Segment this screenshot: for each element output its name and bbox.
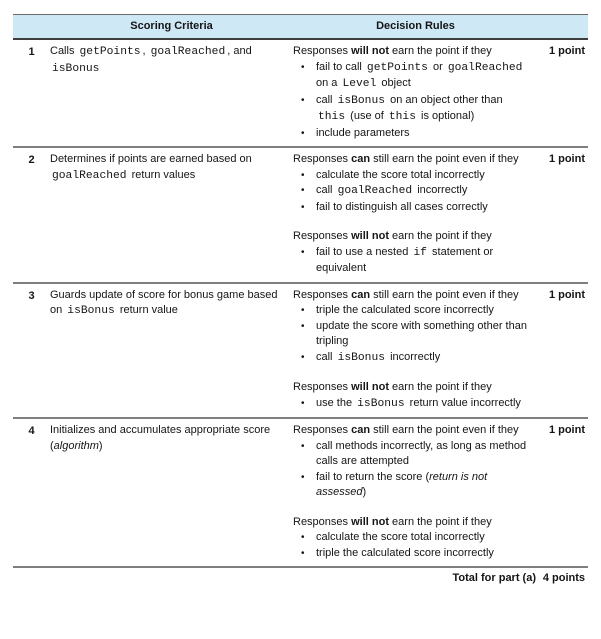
text-segment: will not bbox=[351, 45, 389, 57]
bullet-marker-icon: • bbox=[301, 440, 305, 452]
bullet-item bbox=[293, 546, 530, 562]
text-segment: algorithm bbox=[53, 439, 99, 452]
bullet-text bbox=[316, 530, 530, 546]
text-segment: calculate the score total incorrectly bbox=[316, 168, 485, 181]
bullet-text bbox=[316, 350, 530, 367]
rule-intro bbox=[293, 380, 530, 396]
text-segment: will not bbox=[351, 381, 389, 393]
row-number: 3 bbox=[28, 289, 35, 302]
text-segment: Responses bbox=[293, 230, 352, 242]
bullet-text bbox=[316, 546, 530, 562]
criteria-cell bbox=[50, 44, 293, 141]
bullet-marker-icon: • bbox=[301, 320, 305, 332]
bullet-marker-icon: • bbox=[301, 94, 305, 106]
bullet-text bbox=[316, 183, 530, 200]
bullet-item bbox=[293, 350, 530, 367]
text-segment: or bbox=[429, 60, 446, 73]
text-segment: still earn the point even if they bbox=[370, 424, 519, 436]
bullet-marker-icon: • bbox=[301, 61, 305, 73]
bullet-text bbox=[316, 470, 530, 501]
row-number: 2 bbox=[28, 154, 35, 166]
table-row bbox=[13, 419, 588, 568]
text-segment: still earn the point even if they bbox=[370, 153, 519, 165]
bullet-list bbox=[293, 245, 530, 277]
row-number: 1 bbox=[28, 46, 35, 58]
text-segment: include parameters bbox=[316, 126, 410, 139]
text-segment: , bbox=[142, 45, 149, 57]
bullet-list bbox=[293, 530, 530, 561]
rule-block bbox=[293, 515, 530, 562]
bullet-text bbox=[316, 319, 530, 350]
text-segment: return is not assessed bbox=[316, 470, 488, 498]
bullet-list bbox=[293, 439, 530, 501]
text-segment: Responses bbox=[293, 45, 352, 57]
text-segment: statement or equivalent bbox=[316, 245, 494, 274]
points-cell: 1 point bbox=[548, 288, 585, 301]
text-segment: on an object other than bbox=[387, 93, 503, 106]
text-segment: can bbox=[351, 153, 371, 165]
text-segment: fail to call bbox=[316, 60, 365, 73]
code-text: isBonus bbox=[67, 305, 115, 317]
header-cell-scoring-criteria: Scoring Criteria bbox=[130, 19, 213, 32]
bullet-item bbox=[293, 60, 530, 93]
text-segment: call bbox=[316, 350, 336, 363]
criteria-cell bbox=[50, 288, 293, 413]
bullet-list bbox=[293, 396, 530, 413]
text-segment: Responses bbox=[293, 288, 352, 301]
text-segment: (use of bbox=[347, 110, 387, 122]
text-segment: use the bbox=[316, 396, 356, 409]
rules-cell bbox=[293, 423, 538, 561]
text-segment: calculate the score total incorrectly bbox=[316, 531, 485, 543]
total-label: Total for part (a) bbox=[452, 572, 536, 584]
bullet-item bbox=[293, 303, 530, 319]
text-segment: Determines if points are earned based on bbox=[50, 153, 252, 165]
bullet-marker-icon: • bbox=[301, 201, 305, 213]
bullet-item bbox=[293, 183, 530, 200]
bullet-marker-icon: • bbox=[301, 127, 305, 139]
text-segment: is optional) bbox=[418, 110, 475, 122]
text-segment: call methods incorrectly, as long as method calls are attempted bbox=[316, 439, 527, 467]
code-text: isBonus bbox=[357, 397, 405, 410]
text-segment: will not bbox=[351, 515, 389, 528]
code-text: if bbox=[413, 246, 427, 259]
bullet-marker-icon: • bbox=[301, 305, 305, 316]
text-segment: incorrectly bbox=[414, 184, 468, 196]
text-segment: can bbox=[351, 424, 371, 436]
rule-block bbox=[293, 229, 530, 277]
text-segment: Calls bbox=[50, 45, 78, 57]
bullet-text bbox=[316, 245, 530, 277]
row-number: 4 bbox=[28, 425, 35, 437]
points-cell: 1 point bbox=[548, 45, 585, 57]
text-segment: earn the point if they bbox=[388, 515, 492, 528]
text-segment: return value incorrectly bbox=[406, 396, 521, 409]
points-cell: 1 point bbox=[548, 153, 585, 165]
bullet-text bbox=[316, 60, 530, 93]
bullet-item bbox=[293, 470, 530, 501]
text-segment: earn the point if they bbox=[388, 230, 492, 242]
code-text: goalReached bbox=[447, 61, 523, 74]
text-segment: update the score with something other than tripling bbox=[316, 319, 527, 347]
text-segment: will not bbox=[351, 230, 389, 242]
bullet-marker-icon: • bbox=[301, 246, 305, 258]
text-segment: Initializes and accumulates appropriate score ( bbox=[50, 424, 271, 452]
text-segment: Guards update of score for bonus game based on bbox=[50, 288, 278, 316]
rule-intro bbox=[293, 288, 530, 304]
text-segment: Responses bbox=[293, 515, 352, 528]
table-header-row bbox=[13, 14, 588, 40]
table-row bbox=[13, 40, 588, 148]
rule-intro bbox=[293, 515, 530, 531]
text-segment: triple the calculated score incorrectly bbox=[316, 546, 494, 559]
text-segment: fail to use a nested bbox=[316, 245, 412, 258]
header-cell-decision-rules: Decision Rules bbox=[376, 19, 455, 32]
bullet-text bbox=[316, 168, 530, 184]
code-text: goalReached bbox=[52, 169, 127, 182]
rule-intro bbox=[293, 423, 530, 439]
text-segment: call bbox=[316, 184, 336, 196]
text-segment: can bbox=[351, 288, 371, 301]
bullet-text bbox=[316, 200, 530, 216]
bullet-list bbox=[293, 303, 530, 366]
code-text: this bbox=[388, 111, 416, 123]
points-cell: 1 point bbox=[548, 424, 585, 436]
bullet-item bbox=[293, 245, 530, 277]
total-points: 4 points bbox=[542, 572, 585, 584]
bullet-marker-icon: • bbox=[301, 351, 305, 363]
criteria-cell bbox=[50, 423, 293, 561]
rules-cell bbox=[293, 152, 538, 277]
text-segment: Responses bbox=[293, 153, 352, 165]
code-text: isBonus bbox=[337, 94, 386, 107]
code-text: Level bbox=[342, 78, 377, 90]
text-segment: triple the calculated score incorrectly bbox=[316, 304, 494, 316]
text-segment: Responses bbox=[293, 381, 352, 393]
rule-block bbox=[293, 152, 530, 215]
table-footer-row bbox=[13, 568, 588, 591]
bullet-item bbox=[293, 126, 530, 142]
bullet-item bbox=[293, 439, 530, 470]
rules-cell bbox=[293, 288, 538, 413]
rule-intro bbox=[293, 229, 530, 245]
text-segment: ) bbox=[362, 486, 367, 498]
text-segment: return values bbox=[128, 168, 196, 181]
code-text: this bbox=[318, 111, 346, 123]
bullet-text bbox=[316, 303, 530, 319]
bullet-item bbox=[293, 530, 530, 546]
bullet-marker-icon: • bbox=[301, 185, 305, 196]
bullet-text bbox=[316, 93, 530, 126]
bullet-list bbox=[293, 60, 530, 142]
bullet-text bbox=[316, 439, 530, 470]
rule-block bbox=[293, 44, 530, 141]
text-segment: call bbox=[316, 93, 336, 106]
rules-cell bbox=[293, 44, 538, 141]
table-row bbox=[13, 148, 588, 284]
text-segment: fail to return the score ( bbox=[316, 470, 430, 483]
bullet-text bbox=[316, 126, 530, 142]
text-segment: incorrectly bbox=[387, 350, 441, 363]
bullet-text bbox=[316, 396, 530, 413]
text-segment: still earn the point even if they bbox=[370, 288, 519, 301]
code-text: isBonus bbox=[337, 351, 386, 364]
bullet-item bbox=[293, 319, 530, 350]
bullet-marker-icon: • bbox=[301, 169, 305, 181]
text-segment: object bbox=[378, 77, 411, 89]
rule-block bbox=[293, 288, 530, 367]
text-segment: ) bbox=[98, 439, 103, 452]
table-row bbox=[13, 284, 588, 420]
rule-intro bbox=[293, 152, 530, 168]
code-text: goalReached bbox=[150, 46, 226, 58]
bullet-item bbox=[293, 200, 530, 216]
text-segment: , and bbox=[227, 45, 252, 57]
text-segment: earn the point if they bbox=[388, 45, 492, 57]
scoring-rubric-table bbox=[13, 14, 588, 591]
rule-intro bbox=[293, 44, 530, 60]
code-text: getPoints bbox=[79, 46, 141, 58]
code-text: getPoints bbox=[366, 61, 428, 74]
text-segment: fail to distinguish all cases correctly bbox=[316, 200, 488, 213]
bullet-marker-icon: • bbox=[301, 547, 305, 559]
rule-block bbox=[293, 380, 530, 412]
rule-block bbox=[293, 423, 530, 501]
bullet-item bbox=[293, 396, 530, 413]
table-body bbox=[13, 40, 588, 568]
bullet-marker-icon: • bbox=[301, 532, 305, 543]
code-text: isBonus bbox=[52, 62, 100, 75]
bullet-item bbox=[293, 93, 530, 126]
code-text: goalReached bbox=[337, 185, 413, 197]
bullet-marker-icon: • bbox=[301, 471, 305, 483]
text-segment: Responses bbox=[293, 424, 352, 436]
text-segment: earn the point if they bbox=[388, 381, 492, 393]
bullet-list bbox=[293, 168, 530, 216]
bullet-item bbox=[293, 168, 530, 184]
bullet-marker-icon: • bbox=[301, 397, 305, 409]
criteria-cell bbox=[50, 152, 293, 277]
text-segment: return value bbox=[116, 304, 178, 316]
text-segment: on a bbox=[316, 77, 341, 89]
